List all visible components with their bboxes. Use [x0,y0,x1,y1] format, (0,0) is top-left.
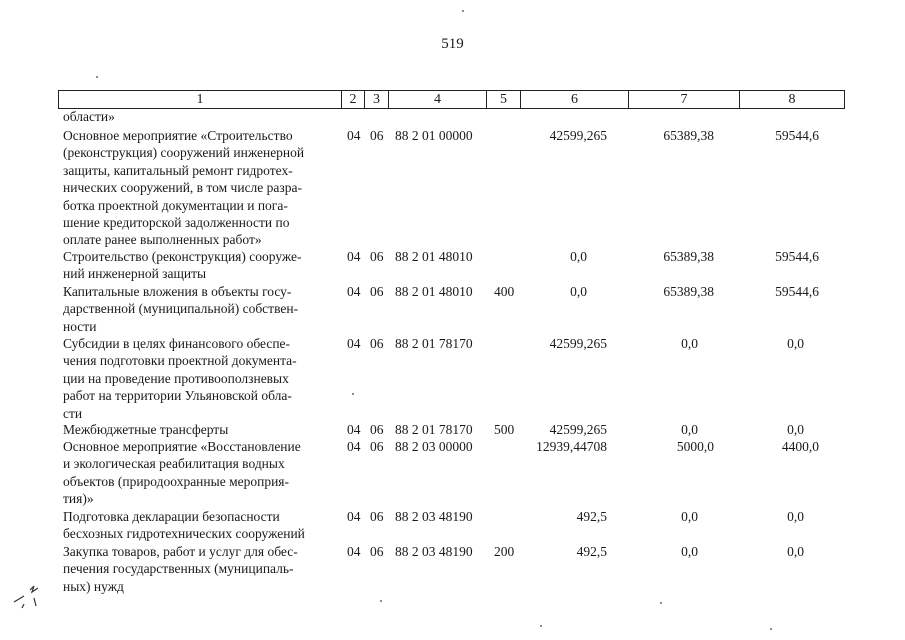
header-col-3: 3 [365,91,389,109]
header-col-6: 6 [521,91,629,109]
row-description [63,108,335,125]
amount-col-8: 59544,6 [775,128,819,143]
description-line: Капитальные вложения в объекты госу- [63,284,292,299]
description-line: области» [63,109,115,124]
section-code: 04 [347,509,361,524]
subsection-code: 06 [370,336,384,351]
amount-col-7: 65389,38 [663,128,714,143]
target-article: 88 2 01 48010 [395,284,473,299]
header-col-4: 4 [389,91,487,109]
section-code: 04 [347,336,361,351]
section-code: 04 [347,284,361,299]
scan-speck [462,10,464,12]
amount-col-8: 59544,6 [775,284,819,299]
header-col-7: 7 [629,91,740,109]
target-article: 88 2 03 00000 [395,439,473,454]
amount-col-6: 42599,265 [549,336,607,351]
description-line: оплате ранее выполненных работ» [63,232,262,248]
expense-type: 500 [494,422,515,437]
amount-col-6: 492,5 [576,544,607,559]
amount-col-6: 42599,265 [549,422,607,437]
amount-col-7: 0,0 [681,336,698,351]
description-line: Основное мероприятие «Восстановление [63,439,301,454]
expense-type: 200 [494,544,515,559]
amount-col-6: 12939,44708 [536,439,607,454]
target-article: 88 2 01 00000 [395,128,473,143]
description-line: и экологическая реабилитация водных [63,456,285,472]
row-description [63,335,335,422]
amount-col-8: 0,0 [787,422,804,437]
description-line: чения подготовки проектной документа- [63,353,297,369]
section-code: 04 [347,439,361,454]
amount-col-7: 5000,0 [676,439,714,454]
subsection-code: 06 [370,284,384,299]
target-article: 88 2 01 78170 [395,336,473,351]
scan-speck [352,393,354,395]
amount-col-8: 59544,6 [775,249,819,264]
scan-speck [380,600,382,602]
amount-col-8: 0,0 [787,544,804,559]
target-article: 88 2 01 48010 [395,249,473,264]
description-line: (реконструкция) сооружений инженерной [63,145,305,161]
description-line: бесхозных гидротехнических сооружений [63,526,305,542]
description-line: защиты, капитальный ремонт гидротех- [63,162,293,178]
target-article: 88 2 01 78170 [395,422,473,437]
scan-speck [770,628,772,630]
description-line: тия)» [63,491,94,507]
scan-speck [96,76,98,78]
subsection-code: 06 [370,439,384,454]
description-line: Субсидии в целях финансового обеспе- [63,336,291,351]
row-description [63,543,335,595]
subsection-code: 06 [370,249,384,264]
target-article: 88 2 03 48190 [395,544,473,559]
column-header-row [58,90,845,109]
description-line: Межбюджетные трансферты [63,422,229,437]
description-line: шение кредиторской задолженности по [63,215,290,231]
subsection-code: 06 [370,128,384,143]
pen-mark [12,582,52,612]
page-number: 519 [441,36,464,52]
description-line: Закупка товаров, работ и услуг для обес- [63,544,298,559]
amount-col-8: 0,0 [787,336,804,351]
amount-col-6: 0,0 [570,284,587,299]
amount-col-6: 492,5 [576,509,607,524]
row-description [63,508,335,543]
description-line: сти [63,405,83,421]
row-description [63,127,335,249]
section-code: 04 [347,422,361,437]
amount-col-6: 0,0 [570,249,587,264]
header-col-8: 8 [740,91,845,109]
row-description [63,421,335,438]
target-article: 88 2 03 48190 [395,509,473,524]
amount-col-6: 42599,265 [549,128,607,143]
amount-col-7: 0,0 [681,509,698,524]
row-description [63,248,335,283]
description-line: ности [63,318,97,334]
row-description [63,283,335,335]
subsection-code: 06 [370,544,384,559]
description-line: печения государственных (муниципаль- [63,561,294,577]
description-line: Строительство (реконструкция) сооруже- [63,249,302,264]
description-line: работ на территории Ульяновской обла- [63,388,292,404]
amount-col-8: 4400,0 [781,439,819,454]
subsection-code: 06 [370,509,384,524]
header-col-1: 1 [59,91,342,109]
description-line: ных) нужд [63,578,124,594]
description-line: дарственной (муниципальной) собствен- [63,301,299,317]
description-line: Подготовка декларации безопасности [63,509,280,524]
section-code: 04 [347,249,361,264]
description-line: ботка проектной документации и пога- [63,197,288,213]
amount-col-8: 0,0 [787,509,804,524]
amount-col-7: 0,0 [681,422,698,437]
amount-col-7: 65389,38 [663,249,714,264]
description-line: объектов (природоохранные мероприя- [63,473,290,489]
description-line: Основное мероприятие «Строительство [63,128,293,143]
description-line: нических сооружений, в том числе разра- [63,180,302,196]
scan-speck [540,625,542,627]
section-code: 04 [347,544,361,559]
scan-speck [660,602,662,604]
subsection-code: 06 [370,422,384,437]
section-code: 04 [347,128,361,143]
amount-col-7: 65389,38 [663,284,714,299]
header-col-2: 2 [342,91,365,109]
row-description [63,438,335,508]
description-line: ции на проведение противооползневых [63,370,289,386]
expense-type: 400 [494,284,515,299]
amount-col-7: 0,0 [681,544,698,559]
header-col-5: 5 [487,91,521,109]
description-line: ний инженерной защиты [63,266,207,282]
